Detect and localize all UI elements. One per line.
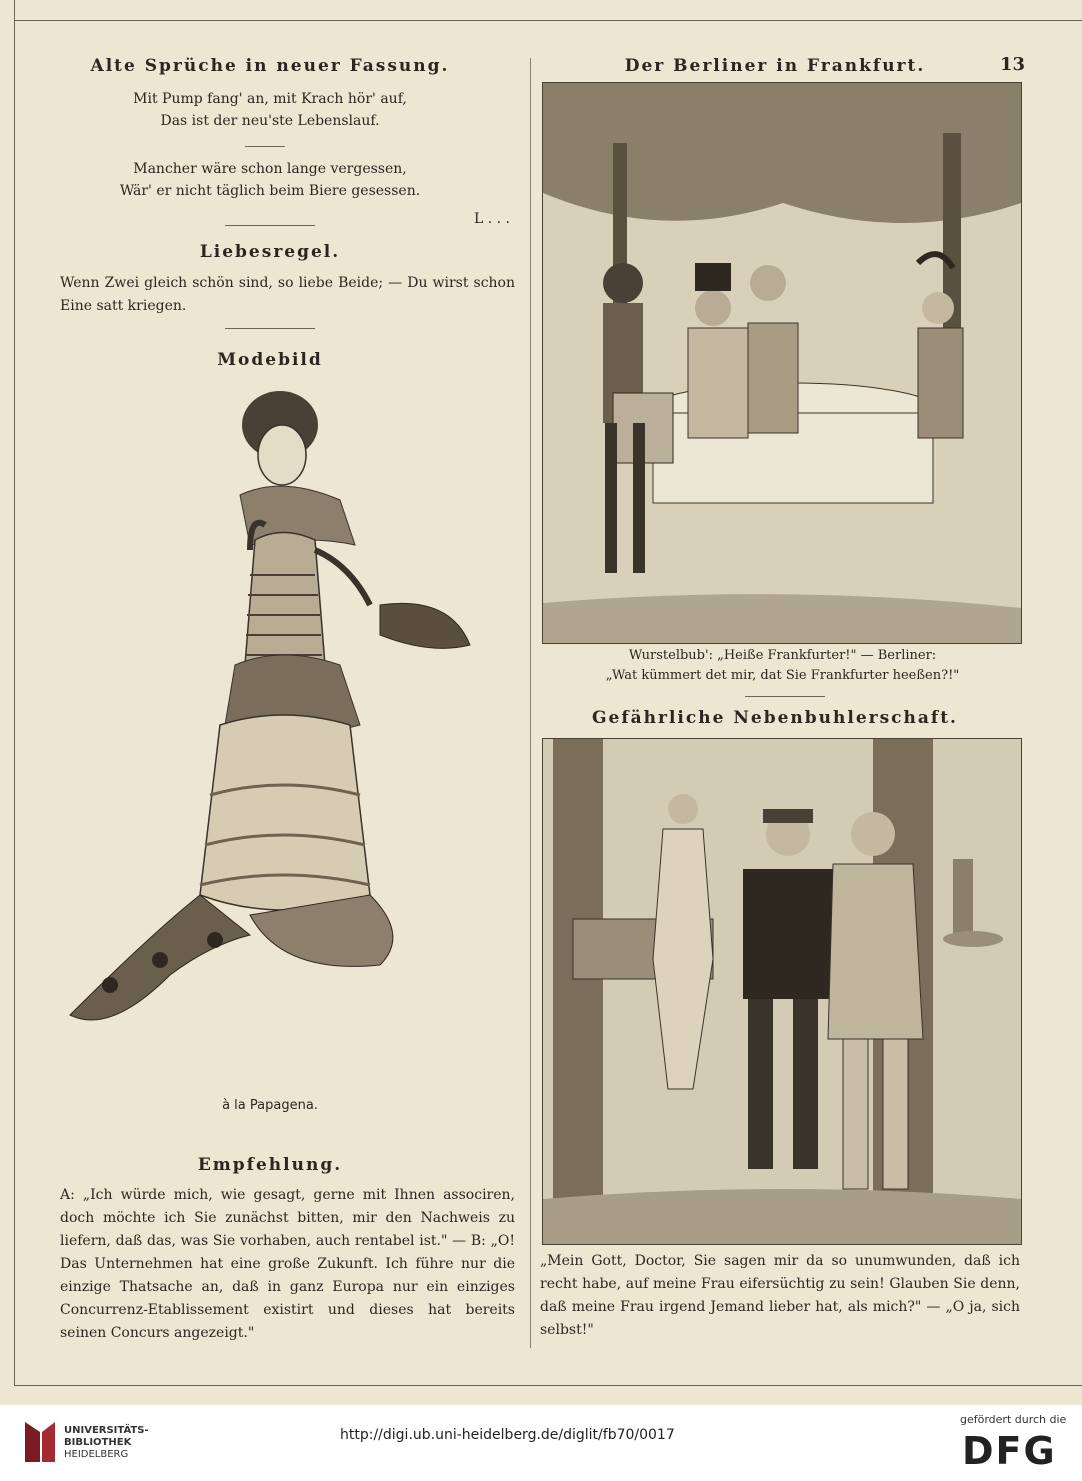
library-name-line3: HEIDELBERG (64, 1449, 129, 1460)
page-border-top (14, 20, 1082, 21)
page-border-bottom (14, 1385, 1082, 1386)
column-divider (530, 58, 531, 1348)
illustration-berliner-frankfurt (542, 82, 1022, 644)
divider (745, 696, 825, 697)
illustration-woman-peacock-dress (50, 375, 520, 1085)
page-border-left (14, 0, 15, 1385)
heading-nebenbuhlerschaft: Gefährliche Nebenbuhlerschaft. (592, 708, 958, 728)
verse-line: Wär' er nicht täglich beim Biere gesessen. (119, 183, 421, 199)
illustration-nebenbuhlerschaft (542, 738, 1022, 1245)
verse-line: Das ist der neu'ste Lebenslauf. (160, 113, 380, 129)
caption-berliner-line1: Wurstelbub': „Heiße Frankfurter!" — Berliner: (628, 648, 937, 663)
illustration-salon-scene (543, 739, 1021, 1244)
heading-liebesregel: Liebesregel. (199, 242, 341, 262)
verse-line: Mancher wäre schon lange vergessen, (133, 161, 407, 177)
dfg-logo: DFG (962, 1429, 1057, 1473)
illustration-modebild (50, 375, 520, 1085)
caption-nebenbuhlerschaft: „Mein Gott, Doctor, Sie sagen mir da so unumwunden, daß ich recht habe, auf meine Frau eifersüchtig zu sein! Glauben Sie denn, daß meine Frau irgend Jemand lieber hat, als mich?" — „O ja, sich selbst!" (540, 1253, 1020, 1338)
heading-empfehlung: Empfehlung. (197, 1155, 343, 1175)
divider (245, 146, 285, 147)
library-name-line2: BIBLIOTHEK (64, 1437, 132, 1448)
funding-label: gefördert durch die (960, 1413, 1067, 1426)
verse-line: Mit Pump fang' an, mit Krach hör' auf, (133, 91, 407, 107)
page-number: 13 (1000, 54, 1026, 75)
footer (0, 1405, 1082, 1481)
permalink-url[interactable]: http://digi.ub.uni-heidelberg.de/diglit/fb70/0017 (340, 1427, 675, 1443)
divider (225, 328, 315, 329)
illustration-beer-garden-scene (543, 83, 1021, 643)
heading-berliner-frankfurt: Der Berliner in Frankfurt. (624, 56, 926, 76)
author-signature: L . . . (474, 211, 510, 227)
caption-papagena: à la Papagena. (222, 1098, 318, 1113)
heading-modebild: Modebild (217, 350, 323, 370)
paragraph-liebesregel: Wenn Zwei gleich schön sind, so liebe Beide; — Du wirst schon Eine satt kriegen. (60, 275, 515, 314)
library-logo-icon (20, 1417, 60, 1467)
caption-berliner-line2: „Wat kümmert det mir, dat Sie Frankfurter heeßen?!" (605, 668, 960, 683)
divider (225, 225, 315, 226)
paragraph-empfehlung: A: „Ich würde mich, wie gesagt, gerne mit Ihnen associren, doch möchte ich Sie zunächst bitten, mir den Nachweis zu liefern, daß das, was Sie vorhaben, auch rentabel ist." — B: „O! Das Unternehmen hat eine große Zukunft. Ich führe nur die einzige Thatsache an, daß in ganz Europa nur ein einziges Concurrenz-Etablissement existirt und dieses hat bereits seinen Concurs angezeigt." (60, 1187, 515, 1341)
heading-alte-sprueche: Alte Sprüche in neuer Fassung. (90, 56, 450, 76)
library-name-line1: UNIVERSITÄTS- (64, 1425, 149, 1436)
